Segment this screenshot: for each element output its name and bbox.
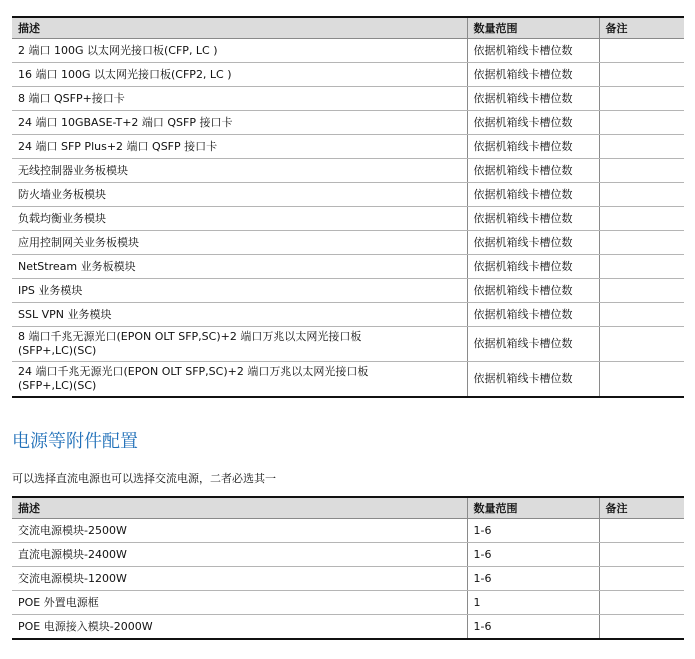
- table-row: [12, 567, 684, 591]
- row-quantity: 1-6: [467, 543, 599, 567]
- row-description: SSL VPN 业务模块: [12, 303, 467, 327]
- row-remarks: [599, 279, 684, 303]
- row-description: 防火墙业务板模块: [12, 183, 467, 207]
- row-description: POE 外置电源框: [12, 591, 467, 615]
- table-row: [12, 279, 684, 303]
- row-description: 2 端口 100G 以太网光接口板(CFP, LC ): [12, 39, 467, 63]
- row-remarks: [599, 231, 684, 255]
- row-remarks: [599, 159, 684, 183]
- row-remarks: [599, 183, 684, 207]
- table-row: [12, 87, 684, 111]
- row-description: [12, 327, 467, 362]
- row-quantity: 依据机箱线卡槽位数: [467, 231, 599, 255]
- row-remarks: [599, 39, 684, 63]
- row-remarks: [599, 519, 684, 543]
- table-header-row: [12, 17, 684, 39]
- row-remarks: [599, 362, 684, 398]
- header-quantity-range: 数量范围: [467, 17, 599, 39]
- table-row: [12, 183, 684, 207]
- row-quantity: 依据机箱线卡槽位数: [467, 327, 599, 362]
- table-row: [12, 591, 684, 615]
- header-description: 描述: [12, 497, 467, 519]
- table-row: [12, 303, 684, 327]
- table-row: [12, 327, 684, 362]
- table-row: [12, 207, 684, 231]
- table-row: [12, 135, 684, 159]
- row-description: 16 端口 100G 以太网光接口板(CFP2, LC ): [12, 63, 467, 87]
- row-quantity: 依据机箱线卡槽位数: [467, 207, 599, 231]
- row-quantity: 依据机箱线卡槽位数: [467, 255, 599, 279]
- row-description: 24 端口 SFP Plus+2 端口 QSFP 接口卡: [12, 135, 467, 159]
- row-quantity: 依据机箱线卡槽位数: [467, 135, 599, 159]
- row-quantity: 1: [467, 591, 599, 615]
- row-remarks: [599, 207, 684, 231]
- table-row: [12, 543, 684, 567]
- row-remarks: [599, 63, 684, 87]
- table-row: [12, 63, 684, 87]
- table-row: [12, 362, 684, 398]
- row-description-line1: 24 端口千兆无源光口(EPON OLT SFP,SC)+2 端口万兆以太网光接口板: [18, 365, 369, 378]
- row-description: [12, 362, 467, 398]
- row-quantity: 依据机箱线卡槽位数: [467, 87, 599, 111]
- table-row: [12, 111, 684, 135]
- row-description: 无线控制器业务板模块: [12, 159, 467, 183]
- row-quantity: 依据机箱线卡槽位数: [467, 279, 599, 303]
- table-row: [12, 255, 684, 279]
- row-quantity: 依据机箱线卡槽位数: [467, 111, 599, 135]
- row-description: NetStream 业务板模块: [12, 255, 467, 279]
- table-row: [12, 39, 684, 63]
- header-remarks: 备注: [599, 17, 684, 39]
- row-remarks: [599, 327, 684, 362]
- header-description: 描述: [12, 17, 467, 39]
- row-quantity: 依据机箱线卡槽位数: [467, 63, 599, 87]
- row-remarks: [599, 567, 684, 591]
- table-row: [12, 159, 684, 183]
- row-remarks: [599, 135, 684, 159]
- row-quantity: 1-6: [467, 519, 599, 543]
- row-remarks: [599, 255, 684, 279]
- row-description: 8 端口 QSFP+接口卡: [12, 87, 467, 111]
- row-description: 交流电源模块-2500W: [12, 519, 467, 543]
- row-remarks: [599, 111, 684, 135]
- row-remarks: [599, 543, 684, 567]
- row-quantity: 依据机箱线卡槽位数: [467, 183, 599, 207]
- row-remarks: [599, 303, 684, 327]
- row-description: POE 电源接入模块-2000W: [12, 615, 467, 640]
- section-title: 电源等附件配置: [12, 431, 138, 452]
- row-quantity: 依据机箱线卡槽位数: [467, 39, 599, 63]
- row-description: 24 端口 10GBASE-T+2 端口 QSFP 接口卡: [12, 111, 467, 135]
- row-remarks: [599, 87, 684, 111]
- section-description: 可以选择直流电源也可以选择交流电源，二者必选其一: [12, 472, 276, 485]
- row-remarks: [599, 591, 684, 615]
- row-remarks: [599, 615, 684, 640]
- header-quantity-range: 数量范围: [467, 497, 599, 519]
- power-spec-table: [12, 496, 684, 640]
- table-row: [12, 519, 684, 543]
- row-description: 交流电源模块-1200W: [12, 567, 467, 591]
- row-description: 应用控制网关业务板模块: [12, 231, 467, 255]
- row-description: 直流电源模块-2400W: [12, 543, 467, 567]
- row-quantity: 1-6: [467, 567, 599, 591]
- row-quantity: 依据机箱线卡槽位数: [467, 362, 599, 398]
- board-spec-table: [12, 16, 684, 398]
- row-description: 负载均衡业务模块: [12, 207, 467, 231]
- header-remarks: 备注: [599, 497, 684, 519]
- row-quantity: 1-6: [467, 615, 599, 640]
- table-header-row: [12, 497, 684, 519]
- row-quantity: 依据机箱线卡槽位数: [467, 303, 599, 327]
- table-row: [12, 615, 684, 640]
- row-description-line2: (SFP+,LC)(SC): [18, 379, 97, 392]
- row-description: IPS 业务模块: [12, 279, 467, 303]
- table-row: [12, 231, 684, 255]
- row-description-line1: 8 端口千兆无源光口(EPON OLT SFP,SC)+2 端口万兆以太网光接口板: [18, 330, 362, 343]
- row-quantity: 依据机箱线卡槽位数: [467, 159, 599, 183]
- row-description-line2: (SFP+,LC)(SC): [18, 344, 97, 357]
